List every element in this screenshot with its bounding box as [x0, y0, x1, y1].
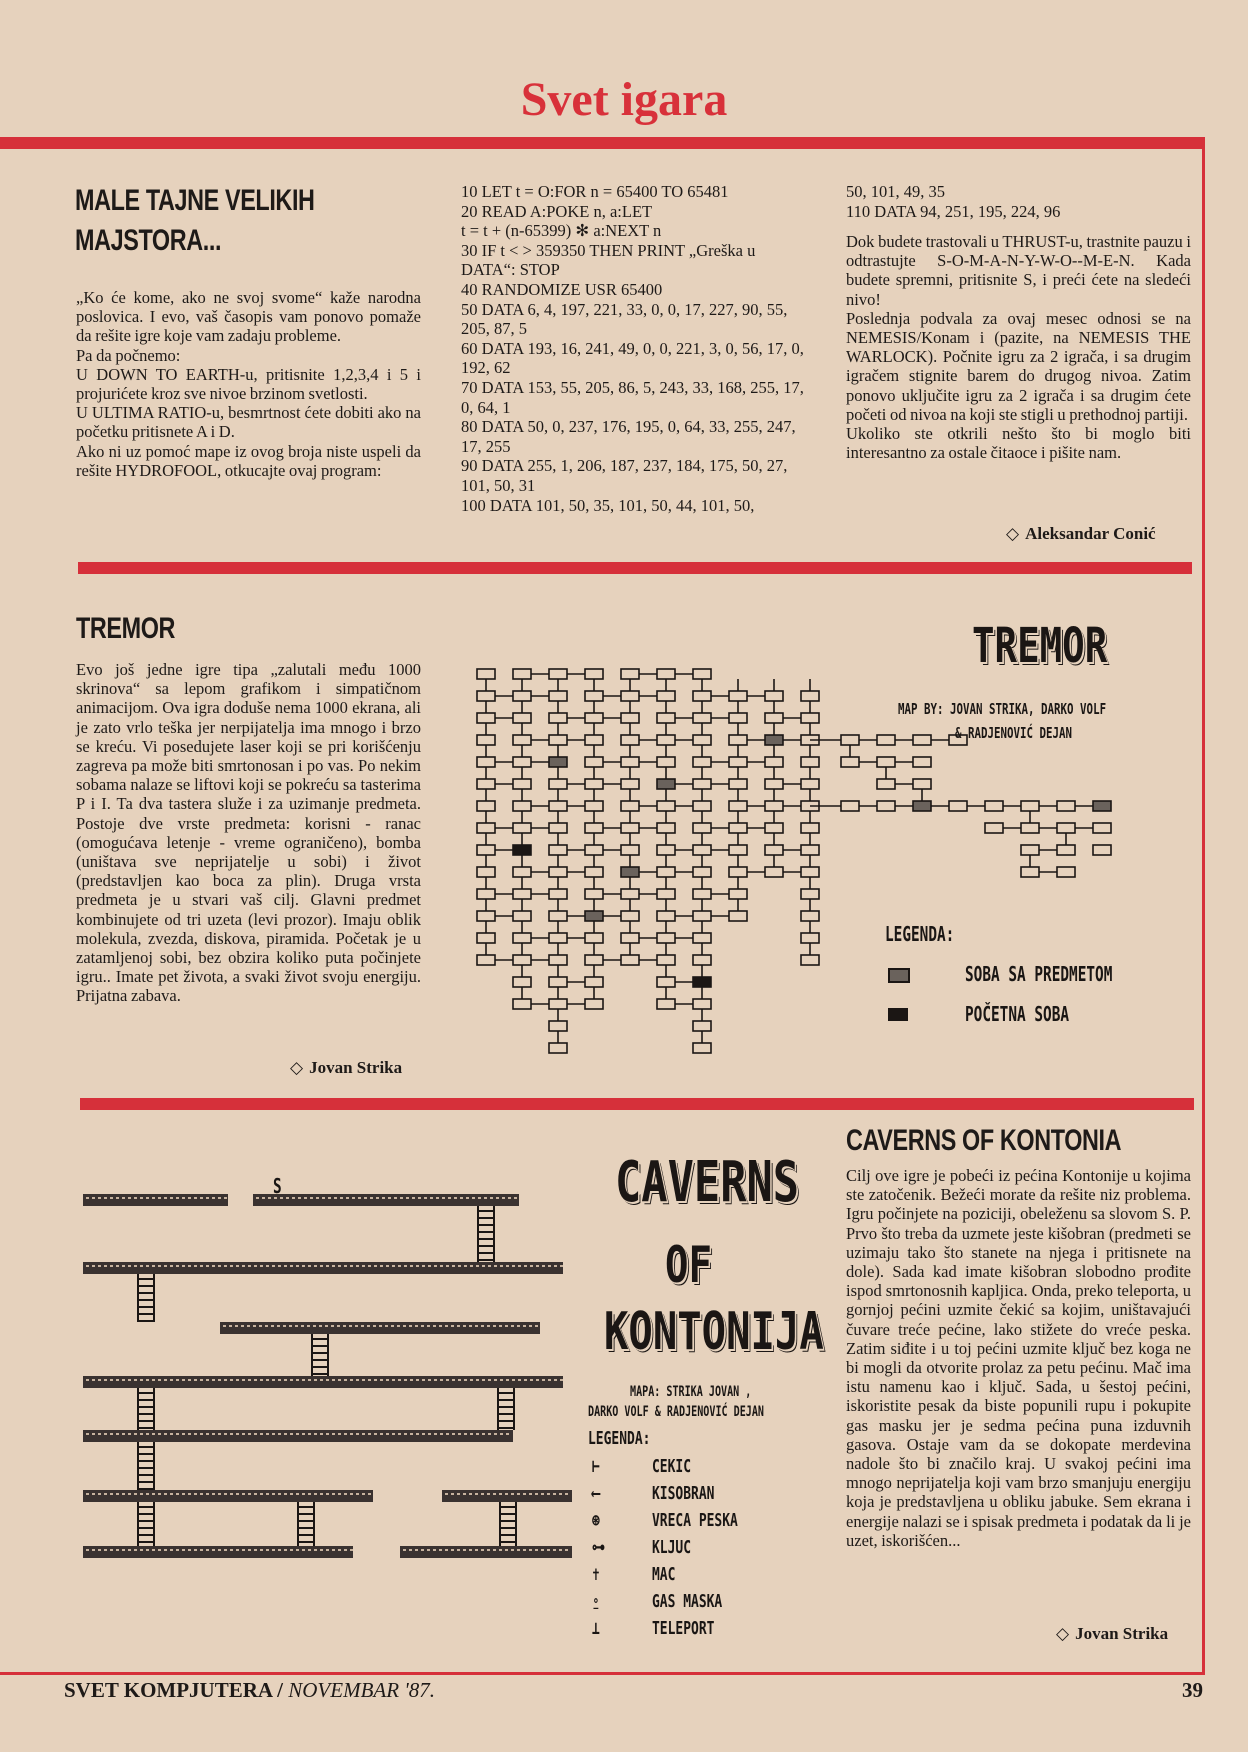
map-room — [801, 889, 819, 899]
article1-basic-listing-cont: 50, 101, 49, 35 110 DATA 94, 251, 195, 224, 96 — [846, 182, 1061, 221]
tremor-map — [470, 660, 1150, 1060]
map-room — [621, 779, 639, 789]
map-room — [801, 933, 819, 943]
cavern-platform — [83, 1262, 563, 1274]
map-room — [477, 955, 495, 965]
map-room — [729, 735, 747, 745]
map-room — [477, 779, 495, 789]
map-room — [657, 889, 675, 899]
map-room — [841, 757, 859, 767]
map-room — [1021, 845, 1039, 855]
map-room — [549, 801, 567, 811]
cavern-platform — [83, 1430, 513, 1442]
map-room — [549, 845, 567, 855]
article1-signature: ◇ Aleksandar Conić — [1006, 524, 1156, 543]
map-room — [693, 691, 711, 701]
caverns-legend-icon: ⊥ — [592, 1618, 600, 1639]
map-room — [729, 801, 747, 811]
caverns-legend-icon: ✝ — [592, 1564, 600, 1585]
map-room — [693, 999, 711, 1009]
map-room — [657, 999, 675, 1009]
map-room — [621, 911, 639, 921]
tremor-legend-item1: SOBA SA PREDMETOM — [965, 962, 1113, 986]
map-room — [801, 955, 819, 965]
map-room — [985, 801, 1003, 811]
map-room — [657, 713, 675, 723]
map-room — [549, 823, 567, 833]
map-room — [693, 845, 711, 855]
caverns-title-line3: KONTONIJA — [604, 1302, 824, 1362]
map-room — [477, 691, 495, 701]
map-room — [765, 867, 783, 877]
cavern-platform — [83, 1194, 228, 1206]
map-room — [693, 911, 711, 921]
map-room — [549, 955, 567, 965]
page-number: 39 — [1182, 1678, 1203, 1702]
map-room — [621, 801, 639, 811]
cavern-platform — [220, 1322, 540, 1334]
map-room — [549, 867, 567, 877]
map-room — [477, 757, 495, 767]
caverns-title-line1: CAVERNS — [615, 1150, 800, 1215]
cavern-ladder — [498, 1388, 514, 1430]
map-room — [585, 999, 603, 1009]
article1-basic-listing: 10 LET t = O:FOR n = 65400 TO 65481 20 READ A:POKE n, a:LET t = t + (n-65399) ✻ a:NEXT n 30 IF t < > 359350 THEN PRINT „Greška u DATA“: STOP 40 RANDOMIZE USR 65400 50 DATA 6, 4, 197, 221, 33, 0, 0, 17, 227, 90, 55, 205, 87, 5 60 DATA 193, 16, 241, 49, 0, 0, 221, 3, 0, 56, 17, 0, 192, 62 70 DATA 153, 55, 205, 86, 5, 243, 33, 168, 255, 17, 0, 64, 1 80 DATA 50, 0, 237, 176, 195, 0, 64, 33, 255, 247, 17, 255 90 DATA 255, 1, 206, 187, 237, 184, 175, 50, 27, 101, 50, 31 100 DATA 101, 50, 35, 101, 50, 44, 101, 50, — [461, 182, 804, 515]
map-room — [657, 779, 675, 789]
header-rule — [0, 137, 1204, 149]
map-room — [801, 845, 819, 855]
map-room — [513, 713, 531, 723]
footer-magazine: SVET KOMPJUTERA / NOVEMBAR '87. — [64, 1678, 436, 1702]
map-room — [913, 735, 931, 745]
section-divider-1 — [78, 562, 1192, 574]
cavern-platform — [442, 1490, 572, 1502]
map-room — [549, 1043, 567, 1053]
map-room — [693, 713, 711, 723]
caverns-legend-label: GAS MASKA — [652, 1591, 723, 1612]
map-room — [621, 889, 639, 899]
caverns-credit-2: DARKO VOLF & RADJENOVIĆ DEJAN — [588, 1404, 764, 1420]
caverns-legend-label: KISOBRAN — [652, 1483, 715, 1504]
map-room — [585, 691, 603, 701]
map-room — [1057, 867, 1075, 877]
cavern-ladder — [478, 1206, 494, 1262]
map-room — [693, 801, 711, 811]
map-room — [513, 845, 531, 855]
cavern-ladder — [138, 1502, 154, 1546]
map-room — [513, 999, 531, 1009]
map-room — [657, 867, 675, 877]
map-room — [693, 933, 711, 943]
map-room — [765, 691, 783, 701]
map-room — [477, 801, 495, 811]
caverns-legend-icon: ⍛ — [592, 1591, 600, 1612]
map-room — [1057, 823, 1075, 833]
map-room — [765, 735, 783, 745]
map-room — [621, 845, 639, 855]
article3-body: Cilj ove igre je pobeći iz pećina Kontonije u kojima ste zatočenik. Bežeći morate da rešite niz problema. Igru počinjete na poziciji, obeleženu sa slovom S. P. Prvo što treba da uzmete jeste kišobran (predmeti se uzimaju tako što stanete na njega i pritisnete na dole). Sada kad imate kišobran slobodno prođite ispod smrtonosnih kapljica. Onda, preko teleporta, u gornjoj pećini uzmite čekić sa kojim, uništavajući čuvare treće pećine, lako stižete do vreće peska. Zatim siđite i u toj pećini uzmite ključ bez koga ne bi mogli da otvorite prolaz za petu pećinu. Mač ima istu namenu kao i ključ. Sada, u šestoj pećini, iskoristite pesak da biste popunili rupu i pokupite gas masku jer je sedma pećina puna izduvnih gasova. Ostaje vam da se dokopate merdevina nadole što bi značilo kraj. U svakoj pećini ima mnogo neprijatelja koji vam brzo smanjuju energiju koja je predstavljena u obliku jabuke. Sem ekrana i energije nalazi se i spisak predmeta i podatak da li je uzet, iskorišćen... — [846, 1166, 1191, 1550]
frame-bottom-rule — [0, 1672, 1205, 1675]
map-room — [657, 845, 675, 855]
map-room — [765, 713, 783, 723]
map-room — [549, 779, 567, 789]
map-room — [877, 757, 895, 767]
map-room — [693, 735, 711, 745]
map-room — [877, 735, 895, 745]
map-room — [765, 757, 783, 767]
article2-body: Evo još jedne igre tipa „zalutali među 1000 skrinova“ sa lepom grafikom i simpatičnom animacijom. Ova igra doduše nema 1000 ekrana, ali je zato vrlo teška jer nerpijatelja ima mnogo i brzo se kreću. Vi posedujete laser koji se pri korišćenju zagreva pa može biti smrtonosan i po vas. Po nekim sobama nalaze se liftovi koji se pokreću sa tasterima P i I. Ta dva tastera služe i za uzimanje predmeta. Postoje dve vrste predmeta: korisni - ranac (omogućava letenje - vreme ograničeno), bomba (uništava sve neprijatelje u sobi) i život (predstavljen kao boca za plin). Druga vrsta predmeta je u stvari vaš cilj. Glavni predmet kombinujete od tri uzeta (levi prozor). Imaju oblik molekula, zvezda, diskova, piramida. Početak je u zatamljenoj sobi, bez obzira koliko puta počinjete igru.. Imate pet života, a svaki život svoju energiju. Prijatna zabava. — [76, 660, 421, 1006]
map-room — [657, 669, 675, 679]
section-divider-2 — [80, 1098, 1194, 1110]
map-room — [549, 933, 567, 943]
map-room — [693, 955, 711, 965]
map-room — [621, 669, 639, 679]
caverns-legend-label: VRECA PESKA — [652, 1510, 738, 1531]
cavern-ladder — [138, 1442, 154, 1490]
map-room — [513, 779, 531, 789]
map-room — [513, 801, 531, 811]
map-room — [985, 823, 1003, 833]
cavern-ladder — [312, 1334, 328, 1376]
map-room — [1093, 845, 1111, 855]
map-room — [693, 757, 711, 767]
map-room — [621, 691, 639, 701]
map-room — [913, 801, 931, 811]
map-room — [729, 691, 747, 701]
map-room — [549, 713, 567, 723]
map-room — [693, 1043, 711, 1053]
map-room — [513, 691, 531, 701]
map-room — [1021, 867, 1039, 877]
map-room — [585, 977, 603, 987]
map-room — [477, 713, 495, 723]
tremor-map-credit-2: & RADJENOVIĆ DEJAN — [955, 724, 1073, 742]
map-room — [549, 889, 567, 899]
caverns-legend-icon: ⟵ — [592, 1483, 600, 1504]
article3-title: CAVERNS OF KONTONIA — [846, 1124, 1122, 1157]
map-room — [585, 801, 603, 811]
map-room — [657, 977, 675, 987]
cavern-platform — [83, 1546, 353, 1558]
map-room — [657, 757, 675, 767]
map-room — [693, 669, 711, 679]
map-room — [513, 911, 531, 921]
map-room — [549, 977, 567, 987]
tremor-legend-title: LEGENDA: — [885, 922, 955, 946]
map-room — [729, 867, 747, 877]
caverns-legend-title: LEGENDA: — [588, 1428, 651, 1449]
map-room — [729, 779, 747, 789]
map-room — [693, 889, 711, 899]
map-room — [1093, 823, 1111, 833]
article1-title-line1: MALE TAJNE VELIKIH — [75, 184, 315, 217]
caverns-credit-1: MAPA: STRIKA JOVAN , — [630, 1384, 752, 1400]
map-room — [477, 889, 495, 899]
map-room — [621, 823, 639, 833]
map-room — [729, 713, 747, 723]
map-room — [621, 955, 639, 965]
map-room — [549, 999, 567, 1009]
map-room — [585, 867, 603, 877]
map-room — [585, 735, 603, 745]
map-room — [1021, 801, 1039, 811]
map-room — [513, 977, 531, 987]
tremor-map-title: TREMOR — [972, 618, 1108, 674]
caverns-map — [80, 1170, 580, 1590]
caverns-legend-label: CEKIC — [652, 1456, 692, 1477]
map-room — [585, 911, 603, 921]
map-room — [729, 889, 747, 899]
article3-signature: ◇ Jovan Strika — [1056, 1624, 1169, 1643]
map-room — [729, 911, 747, 921]
cavern-platform — [253, 1194, 519, 1206]
map-room — [549, 735, 567, 745]
map-room — [1093, 801, 1111, 811]
map-room — [657, 735, 675, 745]
map-room — [801, 713, 819, 723]
caverns-legend-icon: ⊢ — [592, 1456, 600, 1477]
map-room — [1057, 845, 1075, 855]
map-room — [949, 801, 967, 811]
map-room — [913, 779, 931, 789]
map-room — [801, 867, 819, 877]
map-room — [585, 955, 603, 965]
map-room — [657, 933, 675, 943]
map-room — [657, 691, 675, 701]
map-room — [801, 779, 819, 789]
article2-signature: ◇ Jovan Strika — [290, 1058, 403, 1077]
frame-right-rule — [1202, 137, 1205, 1675]
map-room — [513, 823, 531, 833]
map-room — [765, 801, 783, 811]
map-room — [585, 713, 603, 723]
map-room — [513, 933, 531, 943]
cavern-ladder — [138, 1388, 154, 1430]
map-room — [729, 845, 747, 855]
map-room — [657, 955, 675, 965]
map-room — [729, 757, 747, 767]
map-room — [477, 735, 495, 745]
map-room — [621, 757, 639, 767]
map-room — [913, 757, 931, 767]
map-room — [693, 823, 711, 833]
map-room — [621, 867, 639, 877]
room-with-item-icon — [888, 968, 910, 983]
map-room — [549, 669, 567, 679]
map-room — [513, 757, 531, 767]
map-room — [585, 757, 603, 767]
map-room — [657, 823, 675, 833]
map-room — [693, 779, 711, 789]
map-room — [657, 911, 675, 921]
map-room — [513, 889, 531, 899]
map-room — [765, 823, 783, 833]
map-room — [1021, 823, 1039, 833]
tremor-map-credit-1: MAP BY: JOVAN STRIKA, DARKO VOLF — [898, 700, 1107, 718]
start-room-icon — [888, 1008, 908, 1021]
map-room — [477, 867, 495, 877]
map-room — [513, 867, 531, 877]
map-room — [621, 735, 639, 745]
map-room — [513, 735, 531, 745]
map-room — [801, 823, 819, 833]
map-room — [549, 911, 567, 921]
map-room — [585, 823, 603, 833]
cavern-ladder — [138, 1274, 154, 1322]
map-room — [621, 933, 639, 943]
map-room — [585, 933, 603, 943]
caverns-legend-icon: ⊛ — [592, 1510, 600, 1531]
article1-column1: „Ko će kome, ako ne svoj svome“ kaže narodna poslovica. I evo, vaš časopis vam ponovo pomaže da rešite igre koje vam zadaju probleme. Pa da počnemo: U DOWN TO EARTH-u, pritisnite 1,2,3,4 i 5 i projurićete kroz sve nivoe brzinom svetlosti. U ULTIMA RATIO-u, besmrtnost ćete dobiti ako na početku pritisnete A i D. Ako ni uz pomoć mape iz ovog broja niste uspeli da rešite HYDROFOOL, otkucajte ovaj program: — [76, 288, 421, 480]
section-title: Svet igara — [520, 73, 728, 126]
article2-title: TREMOR — [76, 612, 176, 645]
map-room — [585, 889, 603, 899]
map-room — [549, 1021, 567, 1031]
map-room — [765, 779, 783, 789]
map-room — [657, 801, 675, 811]
article1-title-line2: MAJSTORA... — [75, 224, 222, 257]
map-room — [585, 779, 603, 789]
map-room — [841, 801, 859, 811]
caverns-start-marker: S — [273, 1174, 282, 1198]
caverns-legend-icon: ⊶ — [592, 1537, 605, 1558]
cavern-platform — [83, 1490, 373, 1502]
map-room — [729, 823, 747, 833]
map-room — [549, 691, 567, 701]
map-room — [801, 757, 819, 767]
cavern-platform — [400, 1546, 572, 1558]
tremor-legend-item2: POČETNA SOBA — [965, 1002, 1070, 1026]
caverns-title-line2: OF — [665, 1236, 712, 1294]
map-room — [877, 779, 895, 789]
caverns-legend-label: MAC — [652, 1564, 676, 1585]
caverns-legend-label: KLJUC — [652, 1537, 692, 1558]
map-room — [585, 669, 603, 679]
map-room — [693, 977, 711, 987]
map-room — [693, 867, 711, 877]
map-room — [841, 735, 859, 745]
map-room — [765, 845, 783, 855]
map-room — [621, 713, 639, 723]
map-room — [1057, 801, 1075, 811]
cavern-ladder — [500, 1502, 516, 1546]
map-room — [513, 669, 531, 679]
map-room — [477, 845, 495, 855]
cavern-ladder — [298, 1502, 314, 1546]
map-room — [477, 669, 495, 679]
map-room — [585, 845, 603, 855]
map-room — [513, 955, 531, 965]
map-room — [801, 691, 819, 701]
map-room — [477, 933, 495, 943]
map-room — [877, 801, 895, 811]
map-room — [693, 1021, 711, 1031]
article1-column3: Dok budete trastovali u THRUST-u, trastnite pauzu i odtrastujte S-O-M-A-N-Y-W-O--M-E-N. Kada budete spremni, pritisnite S, i preći ćete na sledeći nivo! Poslednja podvala za ovaj mesec odnosi se na NEMESIS/Konam i (pazite, na NEMESIS THE WARLOCK). Počnite igru za 2 igrača, i sa drugim igračem stignite barem do drugog nivoa. Zatim ponovo uključite igru za 2 igrača i sa drugim ćete početi od nivoa na koji ste stigli u prethodnoj partiji. Ukoliko ste otkrili nešto što bi moglo biti interesantno za ostale čitaoce i pišite nam. — [846, 232, 1191, 463]
cavern-platform — [83, 1376, 563, 1388]
map-room — [477, 911, 495, 921]
map-room — [477, 823, 495, 833]
caverns-legend-label: TELEPORT — [652, 1618, 715, 1639]
map-room — [549, 757, 567, 767]
map-room — [801, 911, 819, 921]
